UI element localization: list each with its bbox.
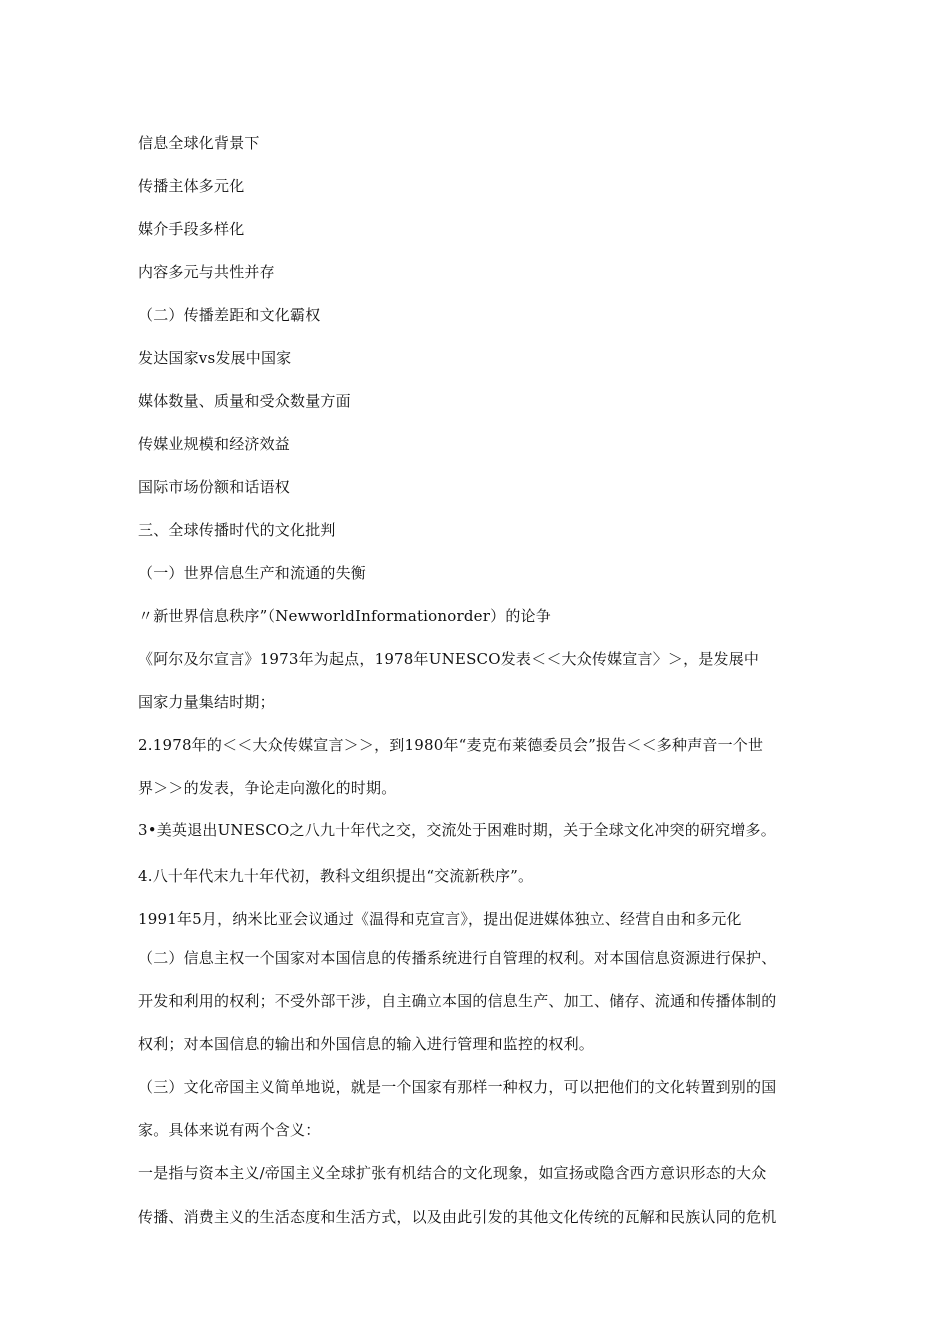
text-line: 发达国家vs发展中国家 — [138, 349, 292, 367]
text-line: 媒介手段多样化 — [138, 220, 245, 238]
paragraph-line: 开发和利用的权利；不受外部干涉，自主确立本国的信息生产、加工、储存、流通和传播体制的 — [138, 992, 777, 1010]
paragraph-line: 4.八十年代末九十年代初，教科文组织提出“交流新秩序”。 — [138, 867, 534, 885]
text-line: 〃新世界信息秩序”（NewworldInformationorder）的论争 — [138, 607, 551, 625]
paragraph-line: 家。具体来说有两个含义： — [138, 1121, 321, 1139]
paragraph-line: 权利；对本国信息的输出和外国信息的输入进行管理和监控的权利。 — [138, 1035, 595, 1053]
paragraph-line: 2.1978年的＜＜大众传媒宣言＞＞，到1980年“麦克布莱德委员会”报告＜＜多种声音一个世 — [138, 736, 764, 754]
text-line: 信息全球化背景下 — [138, 134, 260, 152]
paragraph-line: （二）信息主权一个国家对本国信息的传播系统进行自管理的权利。对本国信息资源进行保护、 — [138, 949, 777, 967]
paragraph-line: 《阿尔及尔宣言》1973年为起点，1978年UNESCO发表＜＜大众传媒宣言〉＞，是发展中 — [138, 650, 760, 668]
paragraph-line: 1991年5月，纳米比亚会议通过《温得和克宣言》，提出促进媒体独立、经营自由和多元化 — [138, 910, 742, 928]
text-line: 内容多元与共性并存 — [138, 263, 275, 281]
text-line: 媒体数量、质量和受众数量方面 — [138, 392, 351, 410]
section-heading: （二）传播差距和文化霸权 — [138, 306, 321, 324]
section-heading: 三、全球传播时代的文化批判 — [138, 521, 336, 539]
text-line: 国际市场份额和话语权 — [138, 478, 291, 496]
paragraph-line: （三）文化帝国主义简单地说，就是一个国家有那样一种权力，可以把他们的文化转置到别的国 — [138, 1078, 777, 1096]
paragraph-line: 3•美英退出UNESCO之八九十年代之交，交流处于困难时期，关于全球文化冲突的研究增多。 — [138, 821, 776, 839]
text-line: 传媒业规模和经济效益 — [138, 435, 291, 453]
paragraph-line: 国家力量集结时期； — [138, 693, 275, 711]
paragraph-line: 一是指与资本主义/帝国主义全球扩张有机结合的文化现象，如宣扬或隐含西方意识形态的大众 — [138, 1164, 767, 1182]
paragraph-line: 界＞＞的发表，争论走向激化的时期。 — [138, 779, 397, 797]
section-heading: （一）世界信息生产和流通的失衡 — [138, 564, 367, 582]
paragraph-line: 传播、消费主义的生活态度和生活方式，以及由此引发的其他文化传统的瓦解和民族认同的危机 — [138, 1208, 777, 1226]
text-line: 传播主体多元化 — [138, 177, 245, 195]
